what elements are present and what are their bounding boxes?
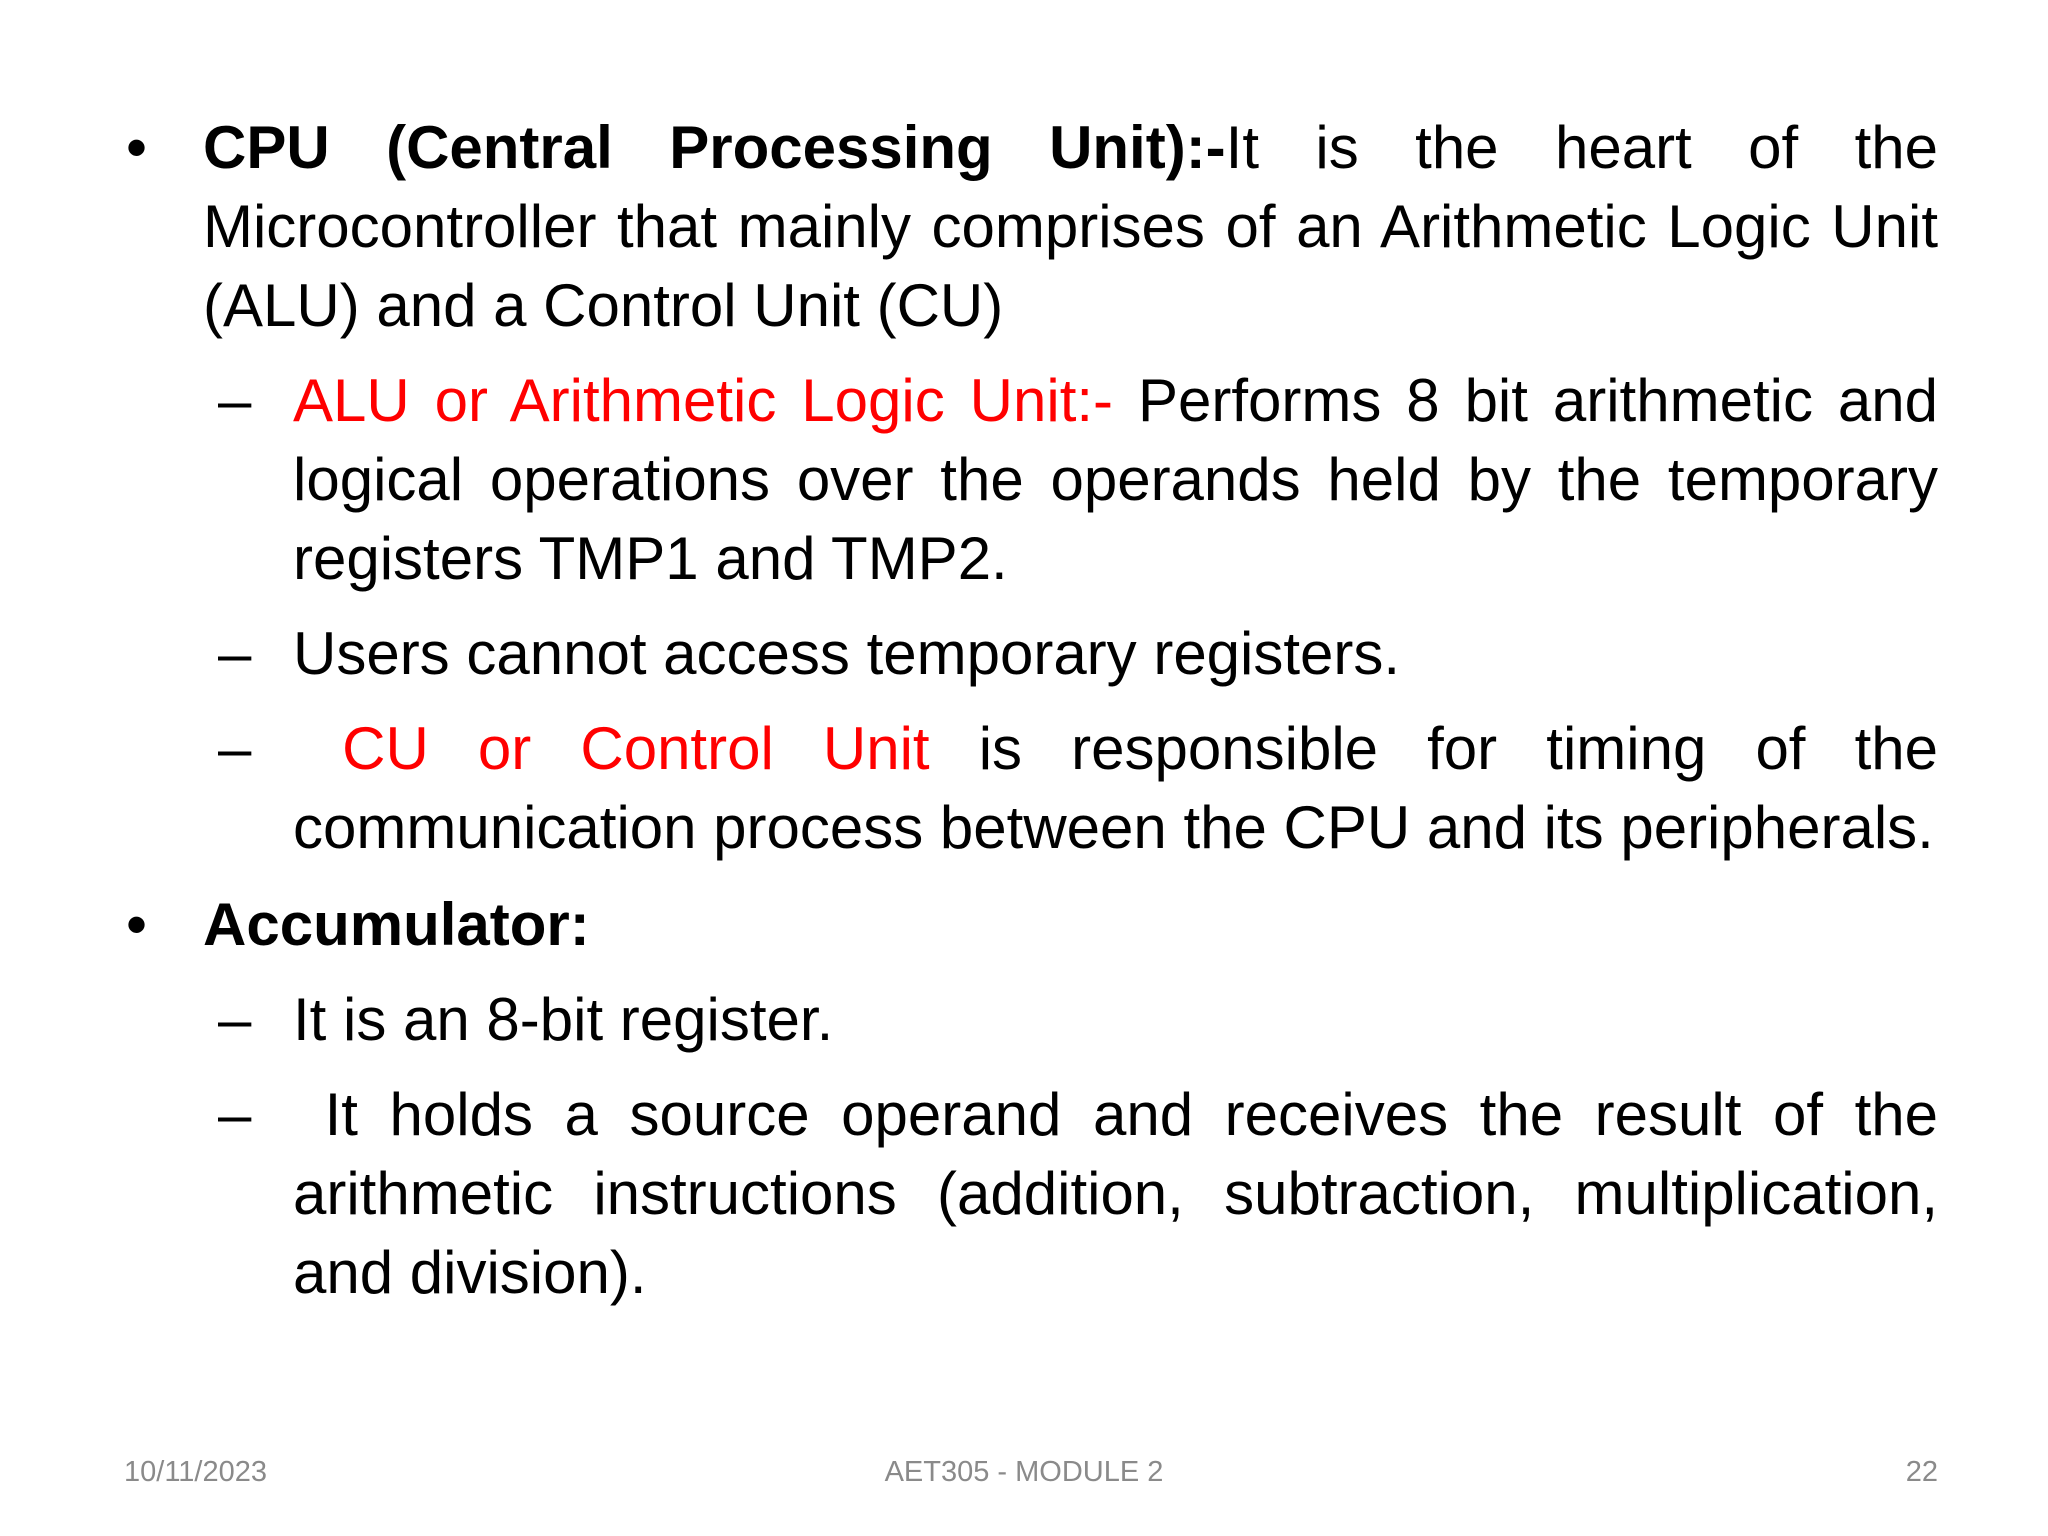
bullet-marker: • — [126, 114, 148, 181]
dash-marker: – — [218, 367, 252, 434]
accumulator-heading: Accumulator: — [203, 891, 590, 958]
footer-date: 10/11/2023 — [124, 1456, 267, 1488]
alu-heading: ALU or Arithmetic Logic Unit:- — [293, 367, 1114, 434]
sub-item-cu — [118, 709, 1938, 867]
sub-item-temp-registers — [118, 614, 1938, 693]
8bit-register-text: It is an 8-bit register. — [293, 986, 834, 1053]
source-operand-spacer — [293, 1081, 325, 1148]
sub-item-alu — [118, 361, 1938, 598]
footer-page-number: 22 — [1905, 1456, 1938, 1488]
footer-title: AET305 - MODULE 2 — [884, 1456, 1164, 1488]
dash-marker: – — [218, 1081, 252, 1148]
cu-spacer — [293, 715, 342, 782]
sub-item-8bit-register — [118, 980, 1938, 1059]
cpu-heading: CPU (Central Processing Unit):- — [203, 114, 1226, 181]
dash-marker: – — [218, 715, 252, 782]
slide-body — [118, 108, 1938, 1312]
cpu-description: It is the heart of the Microcontroller that mainly comprises of an Arithmetic Logic Unit (ALU) and a Control Unit (CU) — [203, 114, 1938, 339]
cu-description: is responsible for timing of the communication process between the CPU and its peripherals. — [293, 715, 1939, 861]
cu-heading: CU or Control Unit — [342, 715, 930, 782]
bullet-marker: • — [126, 891, 148, 958]
bullet-item-cpu — [118, 108, 1938, 345]
source-operand-text: It holds a source operand and receives the result of the arithmetic instructions (addition, subtraction, multiplication, and division). — [293, 1081, 1938, 1306]
dash-marker: – — [218, 620, 252, 687]
sub-item-source-operand — [118, 1075, 1938, 1312]
dash-marker: – — [218, 986, 252, 1053]
temp-registers-text: Users cannot access temporary registers. — [293, 620, 1401, 687]
bullet-item-accumulator — [118, 885, 1938, 964]
alu-description: Performs 8 bit arithmetic and logical operations over the operands held by the temporary registers TMP1 and TMP2. — [293, 367, 1938, 592]
